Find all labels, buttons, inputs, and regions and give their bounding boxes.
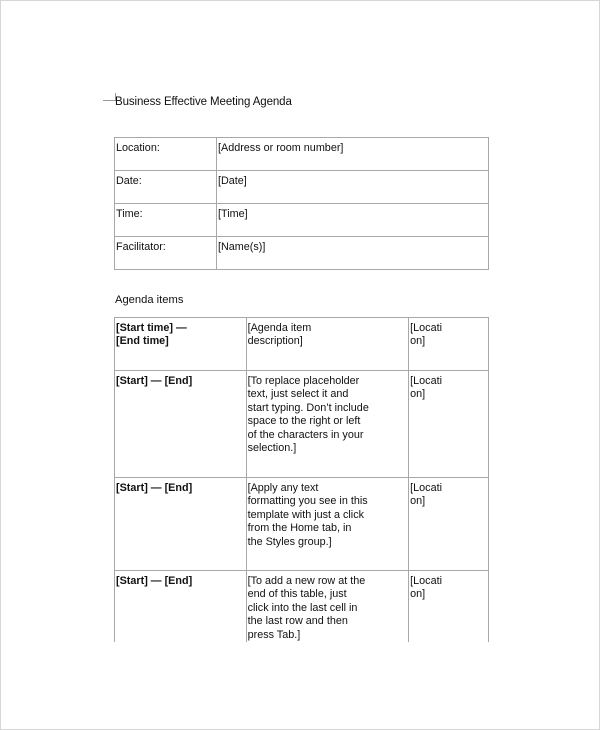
time-label: Time: bbox=[116, 208, 143, 220]
location-value: [Address or room number] bbox=[218, 142, 344, 154]
agenda-location-cell[interactable] bbox=[409, 478, 489, 571]
agenda-time: [Start] — [End] bbox=[116, 575, 193, 587]
agenda-description: [Apply any text formatting you see in this template with just a click from the Home tab, in the Styles group.] bbox=[247, 482, 368, 548]
facilitator-value: [Name(s)] bbox=[218, 241, 266, 253]
date-label: Date: bbox=[116, 175, 142, 187]
agenda-description-cell[interactable] bbox=[246, 371, 409, 478]
agenda-location: [Locati on] bbox=[410, 375, 442, 401]
facilitator-value-cell[interactable] bbox=[217, 237, 489, 270]
agenda-heading[interactable]: Agenda items bbox=[115, 294, 184, 306]
agenda-location: [Locati on] bbox=[410, 575, 442, 601]
agenda-description-cell[interactable] bbox=[246, 571, 409, 643]
location-label: Location: bbox=[116, 142, 160, 154]
agenda-location-cell[interactable] bbox=[409, 571, 489, 643]
time-value-cell[interactable] bbox=[217, 204, 489, 237]
table-row bbox=[115, 571, 489, 643]
agenda-description-cell[interactable] bbox=[246, 318, 409, 371]
document-title[interactable]: Business Effective Meeting Agenda bbox=[115, 96, 292, 108]
agenda-table bbox=[114, 317, 489, 642]
agenda-time: [Start] — [End] bbox=[116, 375, 193, 387]
agenda-description: [To replace placeholder text, just select it and start typing. Don’t include space to the right or left of the characters in your selection.] bbox=[247, 375, 369, 455]
table-row bbox=[115, 138, 489, 171]
table-row bbox=[115, 371, 489, 478]
table-row bbox=[115, 171, 489, 204]
agenda-time-cell[interactable] bbox=[115, 478, 247, 571]
table-row bbox=[115, 318, 489, 371]
agenda-description-cell[interactable] bbox=[246, 478, 409, 571]
agenda-description: [Agenda item description] bbox=[247, 322, 312, 348]
time-label-cell[interactable] bbox=[115, 204, 217, 237]
date-value: [Date] bbox=[218, 175, 247, 187]
table-row bbox=[115, 204, 489, 237]
date-value-cell[interactable] bbox=[217, 171, 489, 204]
agenda-time-cell[interactable] bbox=[115, 371, 247, 478]
agenda-location-cell[interactable] bbox=[409, 371, 489, 478]
agenda-description: [To add a new row at the end of this table, just click into the last cell in the last row and then press Tab.] bbox=[247, 575, 366, 641]
agenda-location-cell[interactable] bbox=[409, 318, 489, 371]
agenda-time: [Start time] — [End time] bbox=[116, 322, 187, 348]
agenda-time: [Start] — [End] bbox=[116, 482, 193, 494]
agenda-time-cell[interactable] bbox=[115, 571, 247, 643]
agenda-location: [Locati on] bbox=[410, 322, 442, 348]
location-value-cell[interactable] bbox=[217, 138, 489, 171]
table-row bbox=[115, 237, 489, 270]
facilitator-label: Facilitator: bbox=[116, 241, 166, 253]
date-label-cell[interactable] bbox=[115, 171, 217, 204]
table-row bbox=[115, 478, 489, 571]
agenda-time-cell[interactable] bbox=[115, 318, 247, 371]
location-label-cell[interactable] bbox=[115, 138, 217, 171]
facilitator-label-cell[interactable] bbox=[115, 237, 217, 270]
meeting-info-table bbox=[114, 137, 489, 270]
agenda-location: [Locati on] bbox=[410, 482, 442, 508]
time-value: [Time] bbox=[218, 208, 248, 220]
